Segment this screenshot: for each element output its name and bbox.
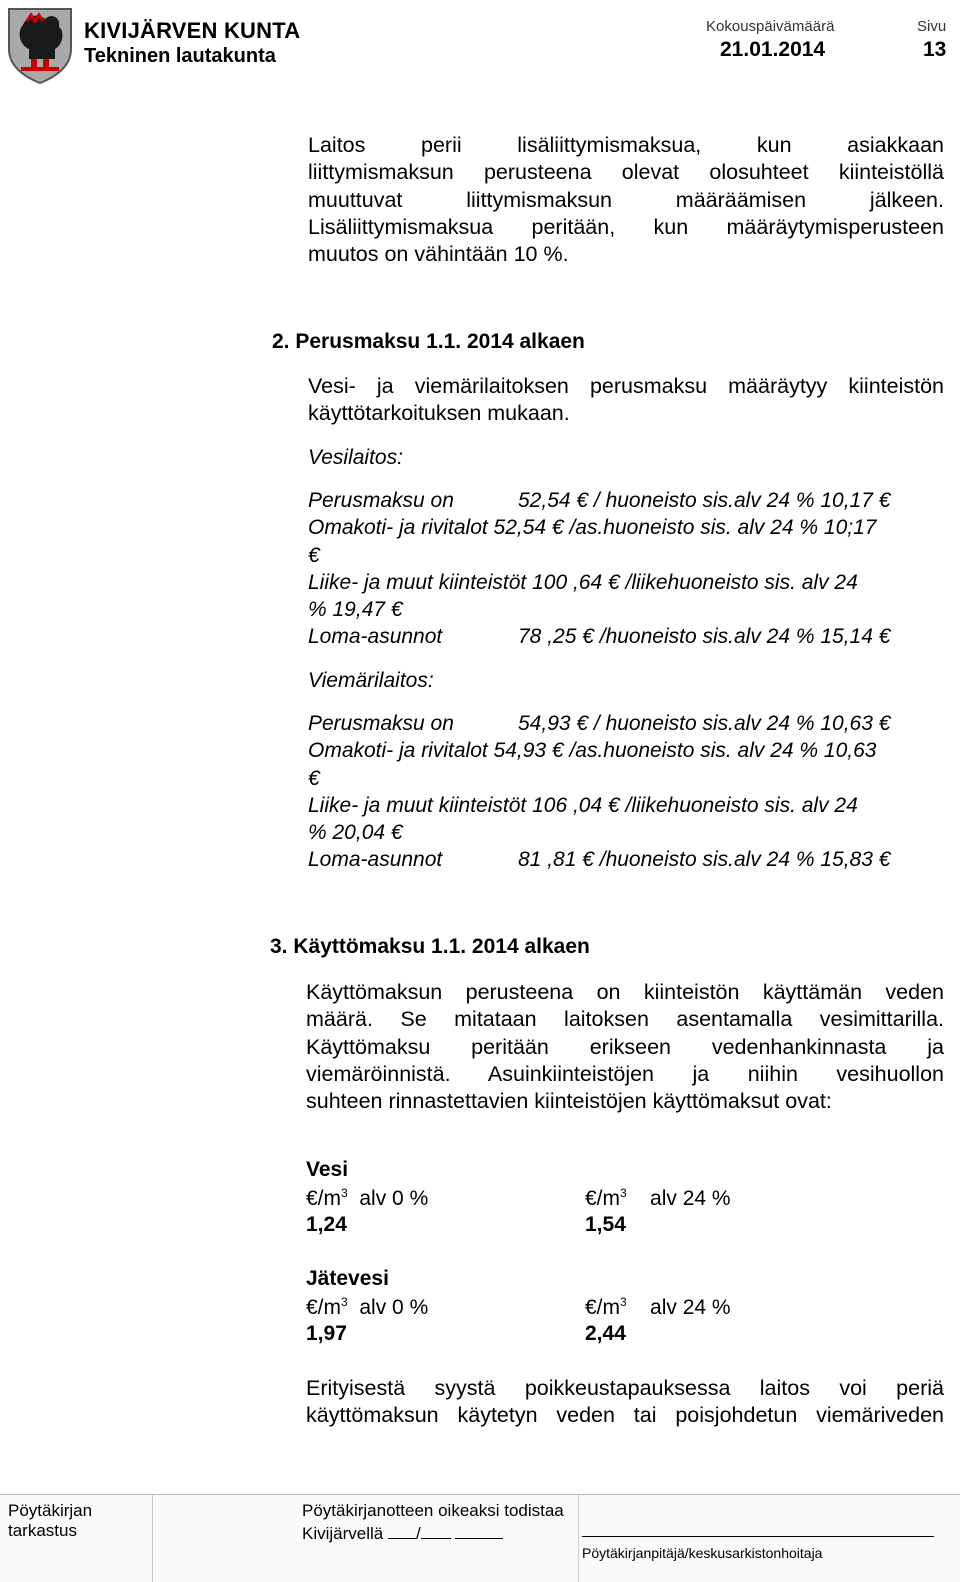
text-line: käyttötarkoituksen mukaan. — [308, 401, 570, 426]
text-line: määrä. Se mitataan laitoksen asentamalla vesimittarilla. — [306, 1007, 944, 1032]
water-usage-label: Vesi — [306, 1158, 349, 1181]
wastewater-unit-vat0 — [306, 1295, 428, 1320]
year-blank — [455, 1522, 503, 1539]
unit-superscript: 3 — [341, 1186, 348, 1200]
fee-row-value: 52,54 € / huoneisto sis.alv 24 % 10,17 € — [518, 489, 891, 512]
place-date-line — [302, 1522, 503, 1544]
water-price-vat0: 1,24 — [306, 1213, 347, 1236]
fee-row-value: 54,93 € / huoneisto sis.alv 24 % 10,63 € — [518, 712, 891, 735]
fee-row-label: Loma-asunnot — [308, 848, 443, 872]
fee-row-cont: % 20,04 € — [308, 821, 403, 845]
text-line: muuttuvat liittymismaksun määräämisen jälkeen. — [308, 187, 944, 212]
unit-text: €/m — [585, 1296, 621, 1319]
water-unit-vat24 — [585, 1186, 731, 1211]
board-name: Tekninen lautakunta — [84, 45, 276, 67]
signature-line — [582, 1536, 934, 1537]
wastewater-usage-label: Jätevesi — [306, 1267, 389, 1290]
wastewater-price-vat24: 2,44 — [585, 1322, 626, 1345]
signature-footer — [0, 1494, 960, 1582]
fee-row-value: 81 ,81 € /huoneisto sis.alv 24 % 15,83 € — [518, 848, 891, 872]
place-name: Kivijärvellä — [302, 1524, 384, 1543]
footer-signature-cell — [578, 1495, 960, 1582]
text-line: käyttömaksun käytetyn veden tai poisjohdetun viemäriveden — [306, 1403, 944, 1428]
wastewater-price-vat0: 1,97 — [306, 1322, 347, 1345]
certify-label: Pöytäkirjanotteen oikeaksi todistaa — [302, 1501, 564, 1520]
sewer-basic-fees — [308, 710, 944, 874]
sewer-utility-label: Viemärilaitos: — [308, 669, 434, 692]
section-2-heading: 2. Perusmaksu 1.1. 2014 alkaen — [272, 330, 585, 353]
water-basic-fees — [308, 487, 944, 651]
text-line: viemäröinnistä. Asuinkiinteistöjen ja niihin vesihuollon — [306, 1061, 944, 1086]
unit-text: €/m — [585, 1187, 621, 1210]
secretary-role: Pöytäkirjanpitäjä/keskusarkistonhoitaja — [582, 1545, 823, 1561]
section-2-description — [308, 373, 944, 428]
fee-row: Liike- ja muut kiinteistöt 106 ,04 € /liikehuoneisto sis. alv 24 — [308, 793, 858, 817]
text-line: Erityisestä syystä poikkeustapauksessa laitos voi periä — [306, 1376, 944, 1400]
municipality-name: KIVIJÄRVEN KUNTA — [84, 18, 301, 43]
unit-superscript: 3 — [620, 1186, 627, 1200]
fee-row — [308, 623, 944, 650]
footer-check-cell — [0, 1495, 153, 1582]
vat-label: alv 0 % — [359, 1187, 429, 1210]
text-line: Käyttömaksun perusteena on kiinteistön käyttämän veden — [306, 980, 944, 1004]
fee-row: Omakoti- ja rivitalot 52,54 € /as.huoneisto sis. alv 24 % 10;17 — [308, 516, 877, 540]
fee-row — [308, 846, 944, 873]
vat-label: alv 24 % — [650, 1296, 731, 1319]
text-line: suhteen rinnastettavien kiinteistöjen käyttömaksut ovat: — [306, 1089, 832, 1114]
unit-text: €/m — [306, 1296, 342, 1319]
fee-row-cont: € — [308, 766, 320, 790]
meeting-date-label: Kokouspäivämäärä — [706, 18, 835, 35]
section-3-paragraph — [306, 979, 944, 1115]
text-line: muutos on vähintään 10 %. — [308, 242, 569, 267]
fee-row-cont: % 19,47 € — [308, 598, 403, 622]
text-line: Lisäliittymismaksua peritään, kun määräytymisperusteen — [308, 214, 944, 239]
unit-superscript: 3 — [620, 1295, 627, 1309]
meeting-date: 21.01.2014 — [720, 38, 826, 61]
municipality-coat-of-arms-logo — [5, 5, 75, 85]
unit-superscript: 3 — [341, 1295, 348, 1309]
unit-text: €/m — [306, 1187, 342, 1210]
text-line: Laitos perii lisäliittymismaksua, kun asiakkaan — [308, 133, 944, 157]
section-3-heading: 3. Käyttömaksu 1.1. 2014 alkaen — [270, 935, 590, 958]
fee-row-value: 78 ,25 € /huoneisto sis.alv 24 % 15,14 € — [518, 625, 891, 649]
fee-row-cont: € — [308, 543, 320, 567]
text-line: Käyttömaksu peritään erikseen vedenhankinnasta ja — [306, 1034, 944, 1059]
day-blank — [388, 1522, 416, 1539]
vat-label: alv 0 % — [359, 1296, 429, 1319]
text-line: Vesi- ja viemärilaitoksen perusmaksu määräytyy kiinteistön — [308, 374, 944, 398]
fee-row-label: Perusmaksu on — [308, 712, 454, 735]
water-utility-label: Vesilaitos: — [308, 446, 403, 469]
date-separator: / — [415, 1524, 421, 1543]
wastewater-unit-vat24 — [585, 1295, 731, 1320]
intro-paragraph — [308, 132, 944, 268]
vat-label: alv 24 % — [650, 1187, 731, 1210]
fee-row — [308, 710, 944, 737]
fee-row-label: Perusmaksu on — [308, 489, 454, 512]
text-line: liittymismaksun perusteena olevat olosuhteet kiinteistöllä — [308, 160, 944, 185]
fee-row-label: Loma-asunnot — [308, 625, 443, 649]
water-unit-vat0 — [306, 1186, 428, 1211]
water-price-vat24: 1,54 — [585, 1213, 626, 1236]
page-label: Sivu — [917, 18, 947, 35]
month-blank — [421, 1522, 451, 1539]
fee-row — [308, 487, 944, 514]
minutes-check-label: Pöytäkirjan tarkastus — [8, 1501, 93, 1540]
footer-certify-cell — [152, 1495, 579, 1582]
fee-row: Omakoti- ja rivitalot 54,93 € /as.huoneisto sis. alv 24 % 10,63 — [308, 739, 877, 763]
page-number: 13 — [923, 38, 947, 61]
fee-row: Liike- ja muut kiinteistöt 100 ,64 € /liikehuoneisto sis. alv 24 — [308, 570, 858, 594]
closing-paragraph — [306, 1375, 944, 1430]
